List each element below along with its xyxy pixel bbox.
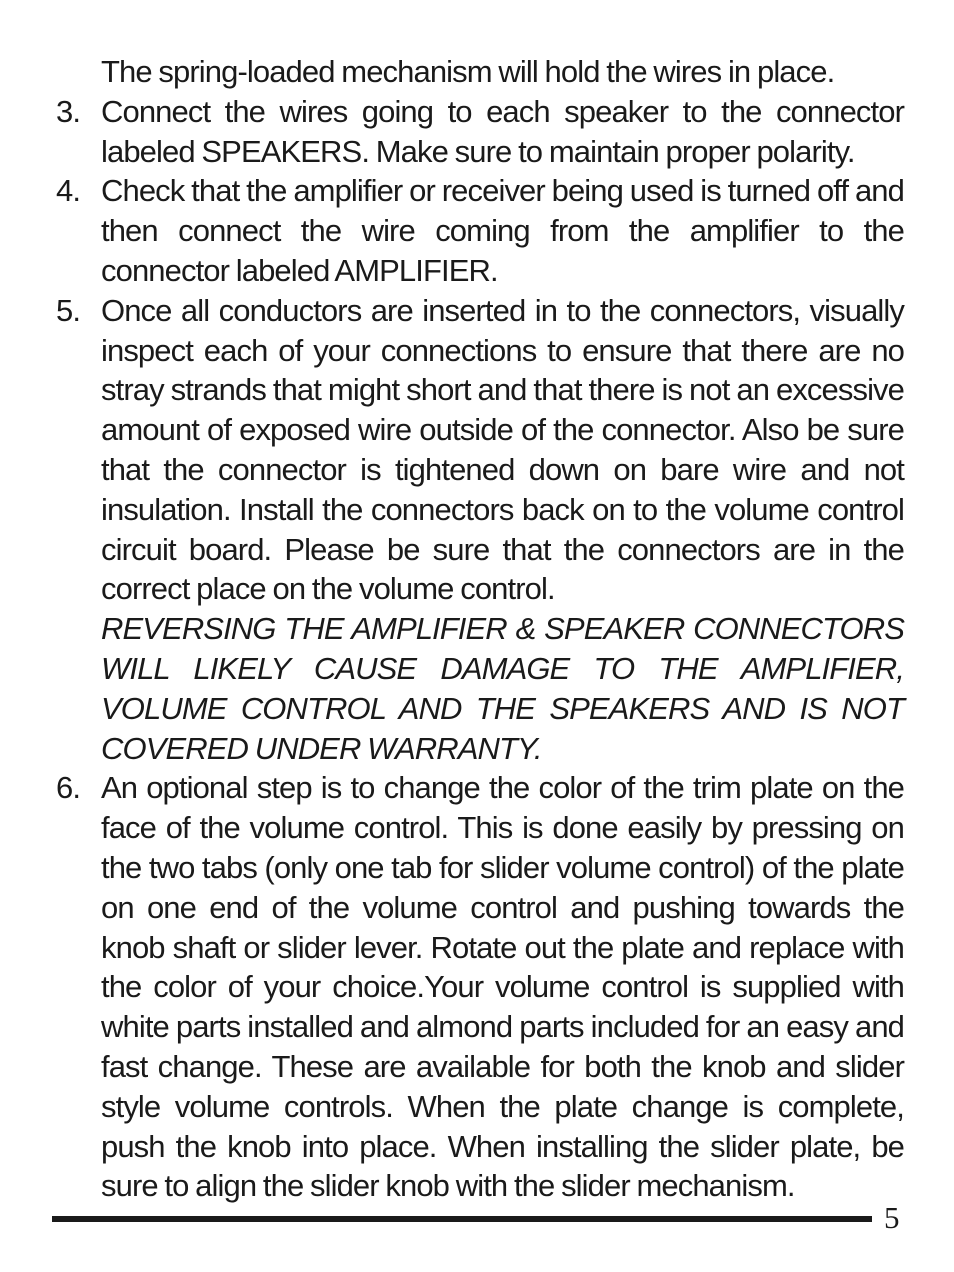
step-number: 6. bbox=[56, 770, 81, 806]
step-6 bbox=[0, 768, 904, 1206]
step-text: Once all conductors are inserted in to the connectors, visually inspect each of your connections to ensure that there are no stray strands that might short and that there is not an excessive amount of exposed wire outside of the connector. Also be sure that the connector is tightened down on bare wire and not insulation. Install the connectors back on to the volume control circuit board. Please be sure that the connectors are in the correct place on the volume control. bbox=[101, 292, 904, 607]
step-number: 5. bbox=[56, 292, 81, 328]
step-text: Connect the wires going to each speaker to the connector labeled SPEAKERS. Make sure to maintain proper polarity. bbox=[101, 93, 904, 169]
footer-rule bbox=[52, 1216, 872, 1222]
step-number: 4. bbox=[56, 173, 81, 209]
step-5 bbox=[0, 291, 904, 769]
page-content bbox=[0, 52, 954, 1206]
step-text: Check that the amplifier or receiver being used is turned off and then connect the wire coming from the amplifier to the connector labeled AMPLIFIER. bbox=[101, 173, 904, 288]
step-3 bbox=[0, 92, 904, 172]
page-number: 5 bbox=[884, 1200, 900, 1235]
continuation-text: The spring-loaded mechanism will hold the wires in place. bbox=[101, 54, 835, 89]
step-number: 3. bbox=[56, 93, 81, 129]
instruction-list bbox=[0, 92, 954, 1206]
step-4 bbox=[0, 171, 904, 290]
step-text: An optional step is to change the color of the trim plate on the face of the volume control. This is done easily by pressing on the two tabs (only one tab for slider volume control) of the plate on one end of the volume control and pushing towards the knob shaft or slider lever. Rotate out the plate and replace with the color of your choice.Your volume control is supplied with white parts installed and almond parts included for an easy and fast change. These are available for both the knob and slider style volume controls. When the plate change is complete, push the knob into place. When installing the slider plate, be sure to align the slider knob with the slider mechanism. bbox=[101, 770, 904, 1204]
warning-text: REVERSING THE AMPLIFIER & SPEAKER CONNECTORS WILL LIKELY CAUSE DAMAGE TO THE AMPLIFIER, VOLUME CONTROL AND THE SPEAKERS AND IS NOT COVERED UNDER WARRANTY. bbox=[101, 611, 904, 766]
